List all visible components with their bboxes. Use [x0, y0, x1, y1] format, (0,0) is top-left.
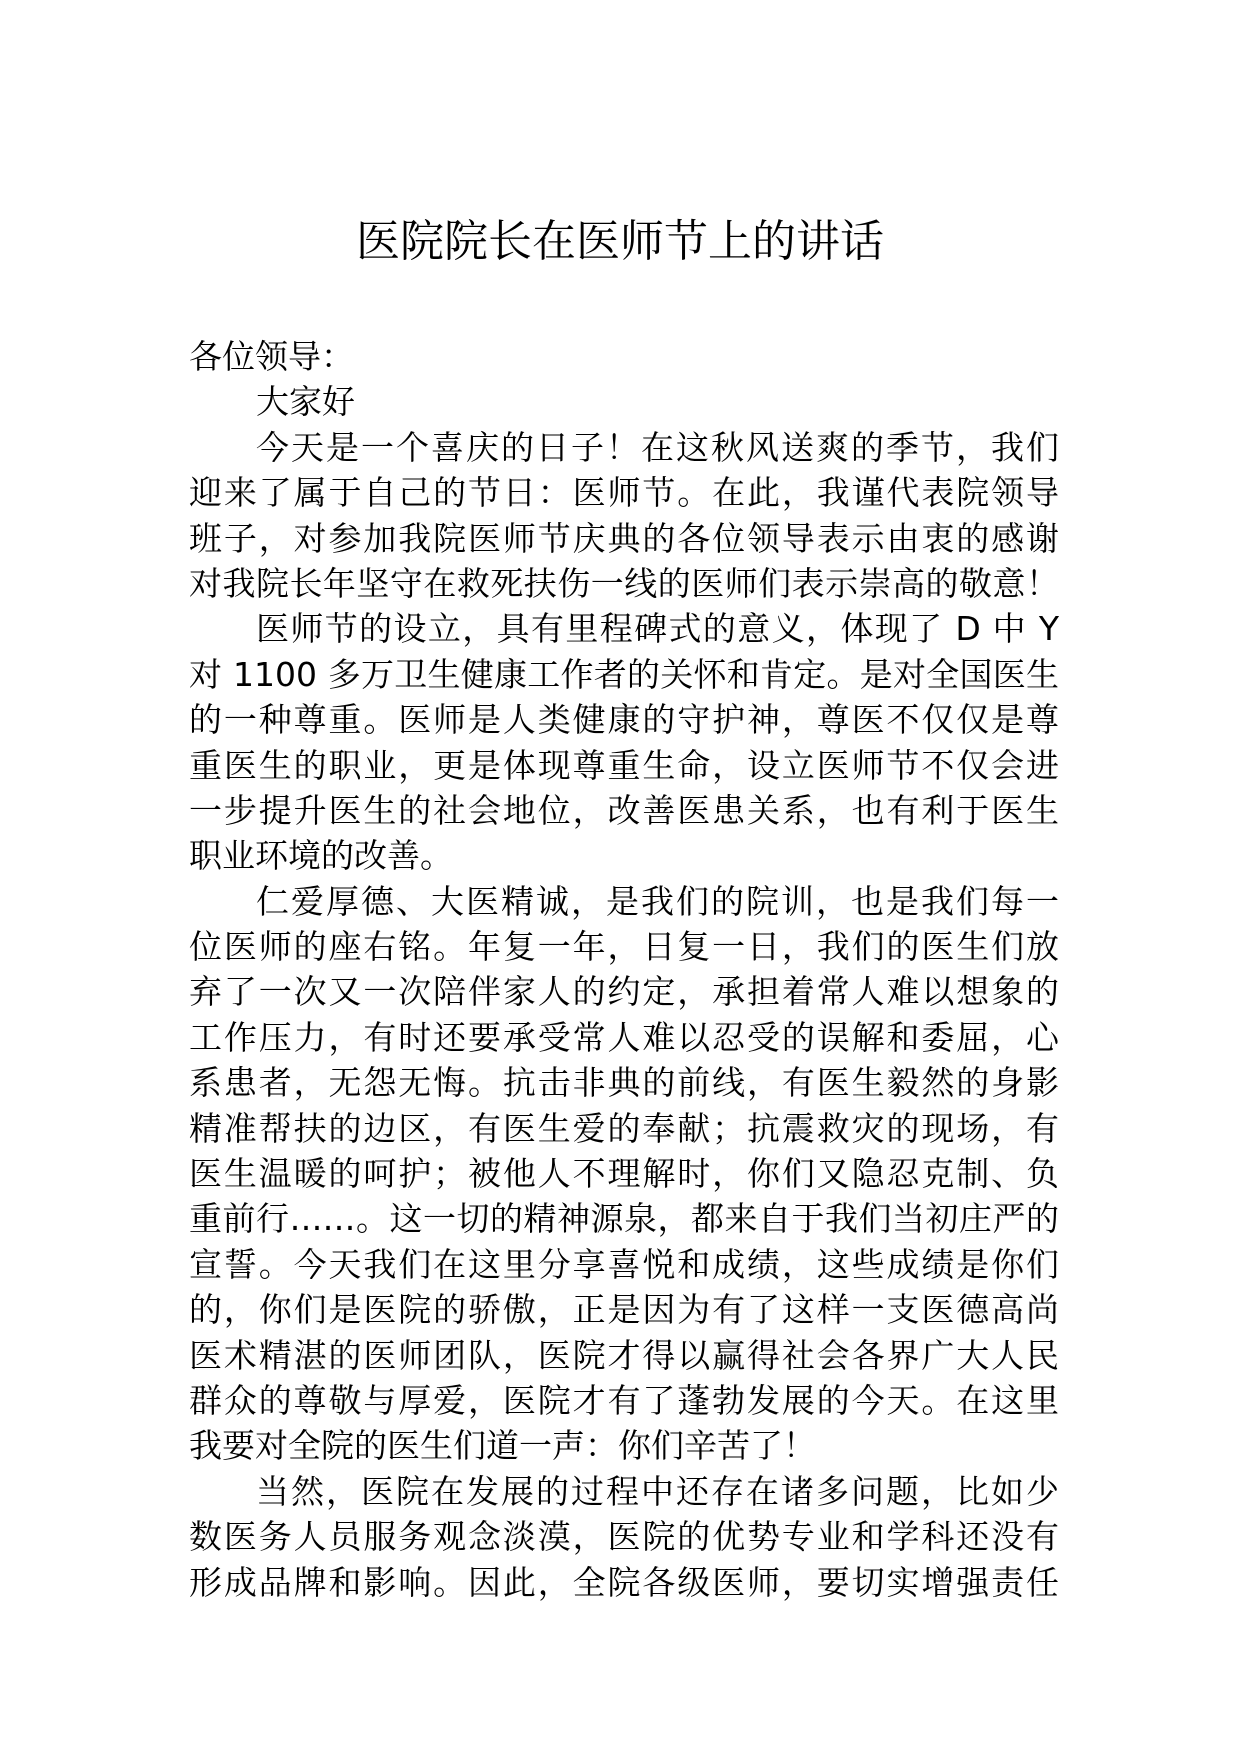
text-line: 职业环境的改善。 [189, 836, 453, 876]
text-line: 一步提升医生的社会地位，改善医患关系，也有利于医生 [189, 790, 1059, 830]
text-line: 群众的尊敬与厚爱，医院才有了蓬勃发展的今天。在这里 [189, 1380, 1059, 1420]
text-line: 医生温暖的呵护；被他人不理解时，你们又隐忍克制、负 [189, 1154, 1059, 1194]
text-line: 医术精湛的医师团队，医院才得以赢得社会各界广大人民 [189, 1335, 1059, 1375]
text-line: 今天是一个喜庆的日子！在这秋风送爽的季节，我们 [256, 427, 1059, 467]
text-line: 仁爱厚德、大医精诚，是我们的院训，也是我们每一 [256, 881, 1059, 921]
text-line: 迎来了属于自己的节日：医师节。在此，我谨代表院领导 [189, 473, 1059, 513]
text-line: 工作压力，有时还要承受常人难以忍受的误解和委屈，心 [189, 1017, 1059, 1057]
text-line: 我要对全院的医生们道一声：你们辛苦了！ [189, 1426, 816, 1466]
text-line: 班子，对参加我院医师节庆典的各位领导表示由衷的感谢 [189, 518, 1059, 558]
text-line: 宣誓。今天我们在这里分享喜悦和成绩，这些成绩是你们 [189, 1244, 1059, 1284]
text-line: 重医生的职业，更是体现尊重生命，设立医师节不仅会进 [189, 745, 1059, 785]
text-line: 的一种尊重。医师是人类健康的守护神，尊医不仅仅是尊 [189, 700, 1059, 740]
document-body [189, 334, 1059, 1605]
text-line: 精准帮扶的边区，有医生爱的奉献；抗震救灾的现场，有 [189, 1108, 1059, 1148]
text-line: 大家好 [256, 382, 355, 422]
text-line: 当然，医院在发展的过程中还存在诸多问题，比如少 [256, 1471, 1059, 1511]
text-line: 弃了一次又一次陪伴家人的约定，承担着常人难以想象的 [189, 972, 1059, 1012]
text-line: 各位领导： [189, 337, 354, 376]
text-line: 数医务人员服务观念淡漠，医院的优势专业和学科还没有 [189, 1517, 1059, 1557]
text-line: 系患者，无怨无悔。抗击非典的前线，有医生毅然的身影 [189, 1063, 1059, 1103]
text-line: 的，你们是医院的骄傲，正是因为有了这样一支医德高尚 [189, 1290, 1059, 1330]
text-line: 医师节的设立，具有里程碑式的意义，体现了 D 中 Y [256, 609, 1059, 649]
text-line: 位医师的座右铭。年复一年，日复一日，我们的医生们放 [189, 927, 1059, 967]
text-line: 对 1100 多万卫生健康工作者的关怀和肯定。是对全国医生 [189, 654, 1059, 694]
document-title: 医院院长在医师节上的讲话 [356, 216, 884, 267]
text-line: 重前行……。这一切的精神源泉，都来自于我们当初庄严的 [189, 1199, 1059, 1239]
text-line: 形成品牌和影响。因此，全院各级医师，要切实增强责任 [189, 1562, 1059, 1602]
text-line: 对我院长年坚守在救死扶伤一线的医师们表示崇高的敬意！ [189, 563, 1059, 603]
